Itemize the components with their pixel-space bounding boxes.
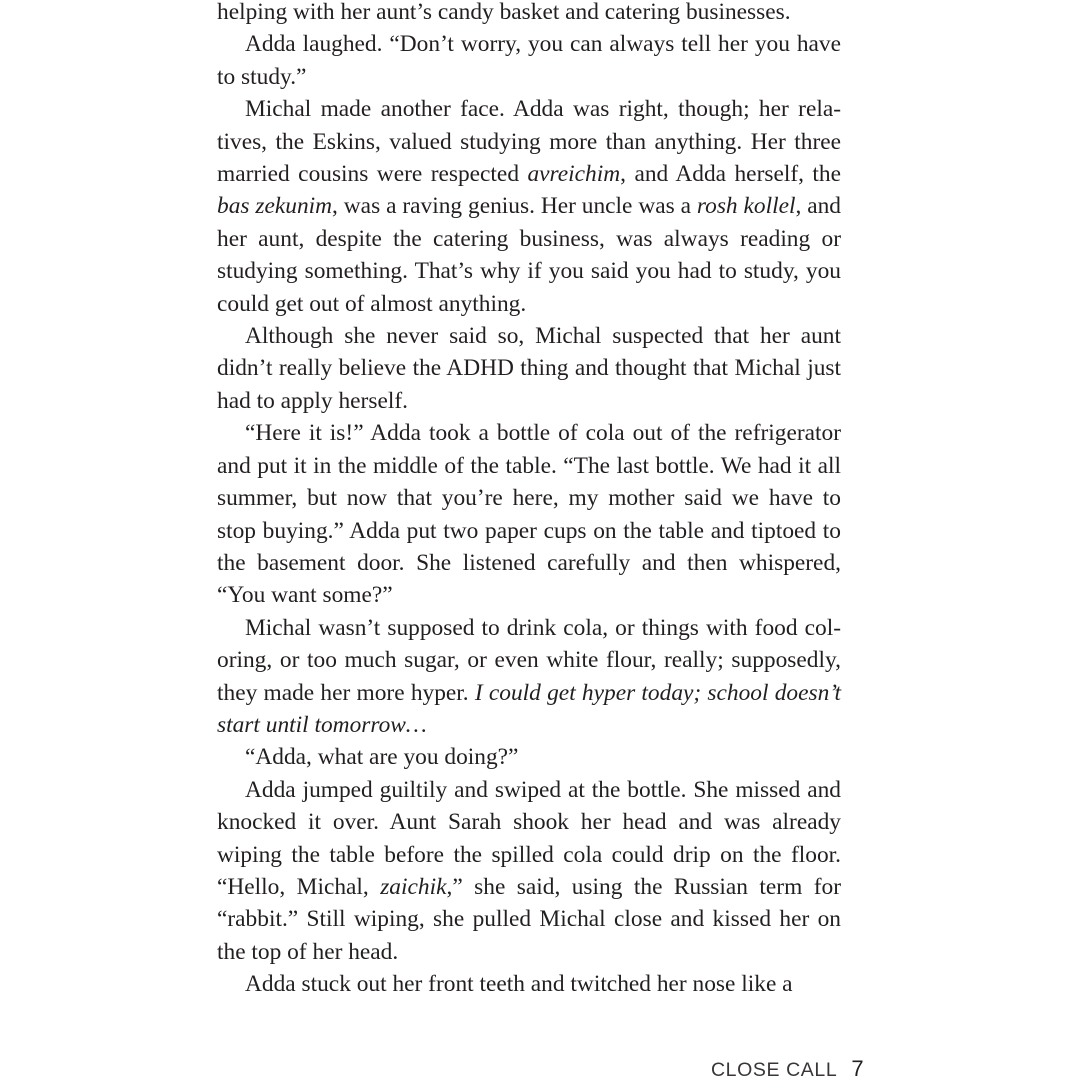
paragraph [217, 320, 841, 417]
text-run: Michal made another face. Adda was right, though; her relatives, the Eskins, valued studying more than anything. Her three married cousins were respected [217, 96, 841, 188]
paragraph [217, 612, 841, 742]
paragraph [217, 0, 841, 28]
text-run: Adda laughed. “Don’t worry, you can always tell her you have to study.” [217, 31, 841, 90]
italic-text: I could get hyper today; school doesn’t start until tomorrow… [217, 679, 842, 738]
page-footer [711, 1056, 864, 1086]
italic-text: zaichik [380, 873, 447, 900]
paragraph [217, 741, 841, 773]
body-text [217, 0, 841, 1001]
paragraph [217, 417, 841, 611]
running-head: CLOSE CALL [711, 1059, 838, 1081]
text-run: Although she never said so, Michal suspected that her aunt didn’t really believe the ADHD thing and thought that Michal just had to apply herself. [217, 323, 841, 414]
page-number: 7 [851, 1056, 864, 1081]
text-run: “Here it is!” Adda took a bottle of cola out of the refrigerator and put it in the middle of the table. “The last bottle. We had it all summer, but now that you’re here, my mother said we have to stop buying.” Adda put two paper cups on the table and tiptoed to the basement door. She listened carefully and then whispered, “You want some?” [217, 420, 841, 609]
text-run: Adda stuck out her front teeth and twitched her nose like a [245, 971, 793, 998]
text-run: “Adda, what are you doing?” [245, 744, 519, 771]
text-run: Michal wasn’t supposed to drink cola, or things with food coloring, or too much sugar, or even white flour, really; supposedly, they made her more hyper. [217, 614, 841, 706]
italic-text: rosh kollel [696, 193, 796, 220]
paragraph [217, 93, 841, 320]
text-run: helping with her aunt’s candy basket and catering businesses. [217, 0, 791, 25]
text-run: ,” she said, using the Russian term for “rabbit.” Still wiping, she pulled Michal close and kissed her on the top of her head. [217, 873, 841, 965]
paragraph [217, 968, 841, 1000]
text-run: , and Adda herself, the [620, 161, 842, 188]
text-run: Adda jumped guiltily and swiped at the bottle. She missed and knocked it over. Aunt Sarah shook her head and was already wiping the table before the spilled cola could drip on the floor. “Hello, Michal, [217, 776, 841, 900]
paragraph [217, 774, 841, 968]
italic-text: bas zekunim [217, 193, 333, 220]
text-run: , and her aunt, despite the catering business, was always reading or studying something. That’s why if you said you had to study, you could get out of almost anything. [217, 193, 842, 317]
paragraph [217, 28, 841, 93]
italic-text: avreichim [527, 161, 621, 188]
text-run: , was a raving genius. Her uncle was a [332, 193, 697, 220]
